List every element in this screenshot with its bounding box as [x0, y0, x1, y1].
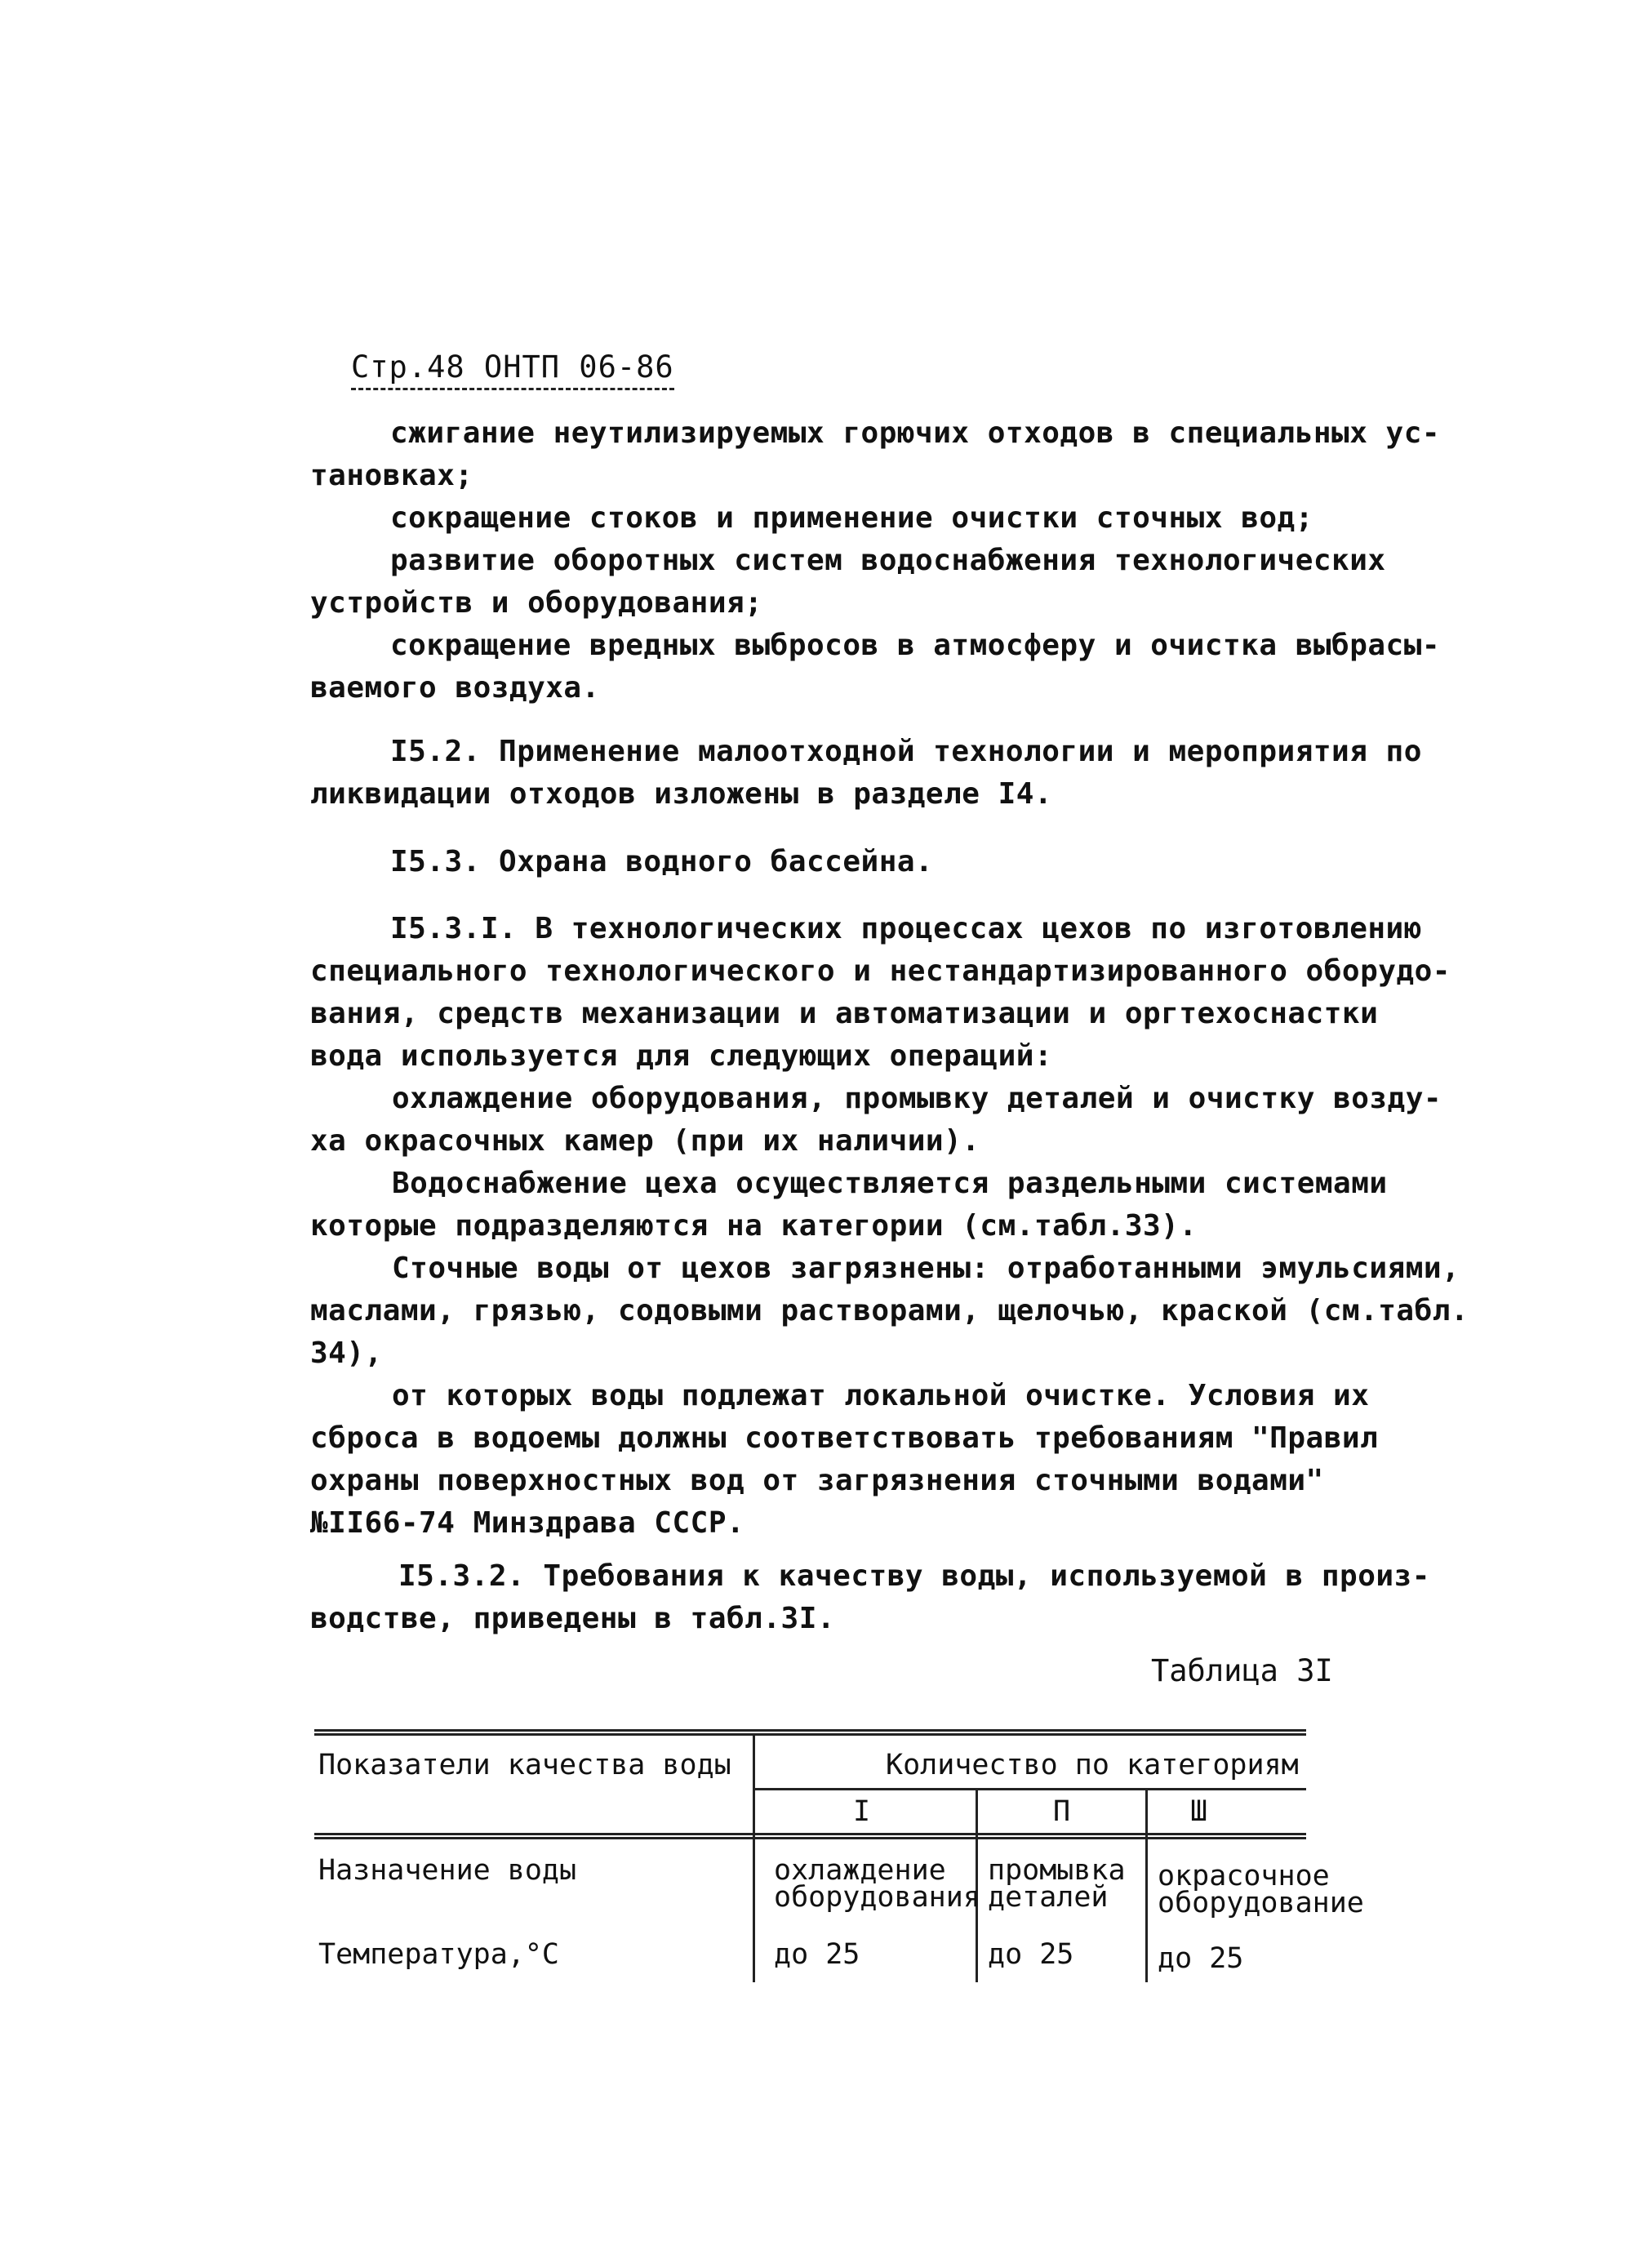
body-line: от которых воды подлежат локальной очистке. Условия их: [392, 1379, 1370, 1412]
body-line: которые подразделяются на категории (см.табл.33).: [310, 1209, 1198, 1243]
body-line: ха окрасочных камер (при их наличии).: [310, 1124, 980, 1158]
table-cell: окрасочное: [1158, 1860, 1330, 1892]
table-rule-top: [314, 1729, 1306, 1732]
body-line: сжигание неутилизируемых горючих отходов в специальных ус-: [390, 416, 1441, 450]
page-header: Стр.48 ОНТП 06-86: [351, 349, 674, 390]
body-line: Водоснабжение цеха осуществляется раздельными системами: [392, 1167, 1388, 1200]
body-line: развитие оборотных систем водоснабжения технологических: [390, 544, 1386, 577]
body-line: охраны поверхностных вод от загрязнения сточными водами": [310, 1464, 1324, 1497]
table-category-2: П: [1053, 1795, 1071, 1828]
body-line: водстве, приведены в табл.3I.: [310, 1602, 836, 1635]
section-paragraph: I5.2. Применение малоотходной технологии и мероприятия по: [390, 735, 1422, 768]
table-category-1: I: [853, 1795, 871, 1828]
body-line: тановках;: [310, 459, 473, 492]
table-col-divider: [1145, 1788, 1148, 1982]
table-cell: оборудование: [1158, 1887, 1364, 1919]
body-line: охлаждение оборудования, промывку деталей и очистку возду-: [392, 1082, 1442, 1115]
body-line: вода используется для следующих операций:: [310, 1039, 1053, 1073]
table-cell: до 25: [1158, 1942, 1244, 1975]
table-row-label: Температура,°С: [318, 1938, 560, 1971]
body-line: №II66-74 Минздрава СССР.: [310, 1506, 745, 1540]
table-rule-header: [314, 1837, 1306, 1839]
body-line: сокращение стоков и применение очистки сточных вод;: [390, 501, 1313, 535]
table-category-3: Ш: [1190, 1795, 1208, 1828]
body-line: специального технологического и нестандартизированного оборудо-: [310, 954, 1451, 988]
table-caption: Таблица 3I: [1151, 1653, 1333, 1688]
body-line: сокращение вредных выбросов в атмосферу и очистка выбрасы-: [390, 629, 1441, 662]
body-line: 34),: [310, 1336, 383, 1370]
body-line: сброса в водоемы должны соответствовать требованиям "Правил: [310, 1421, 1379, 1455]
table-col-divider: [753, 1733, 755, 1982]
table-header-categories: Количество по категориям: [886, 1749, 1299, 1781]
section-heading: I5.3. Охрана водного бассейна.: [390, 845, 934, 878]
table-rule-top: [314, 1733, 1306, 1736]
table-rule-header: [314, 1833, 1306, 1835]
section-paragraph: I5.3.2. Требования к качеству воды, используемой в произ-: [398, 1559, 1430, 1593]
body-line: Сточные воды от цехов загрязнены: отработанными эмульсиями,: [392, 1252, 1460, 1285]
table-cell: до 25: [988, 1938, 1074, 1971]
body-line: устройств и оборудования;: [310, 586, 763, 620]
table-cell: охлаждение: [774, 1854, 946, 1887]
table-cell: оборудования: [774, 1881, 980, 1914]
table-row-label: Назначение воды: [318, 1854, 577, 1887]
body-line: вания, средств механизации и автоматизации и оргтехоснастки: [310, 997, 1379, 1030]
table-rule-sub: [753, 1788, 1306, 1790]
body-line: маслами, грязью, содовыми растворами, щелочью, краской (см.табл.: [310, 1294, 1469, 1327]
table-cell: промывка: [988, 1854, 1126, 1887]
section-paragraph: I5.3.I. В технологических процессах цехов по изготовлению: [390, 912, 1422, 945]
table-cell: до 25: [774, 1938, 860, 1971]
table-cell: деталей: [988, 1881, 1109, 1914]
table-header-indicators: Показатели качества воды: [318, 1749, 731, 1781]
body-line: ликвидации отходов изложены в разделе I4.: [310, 777, 1053, 811]
body-line: ваемого воздуха.: [310, 671, 600, 705]
